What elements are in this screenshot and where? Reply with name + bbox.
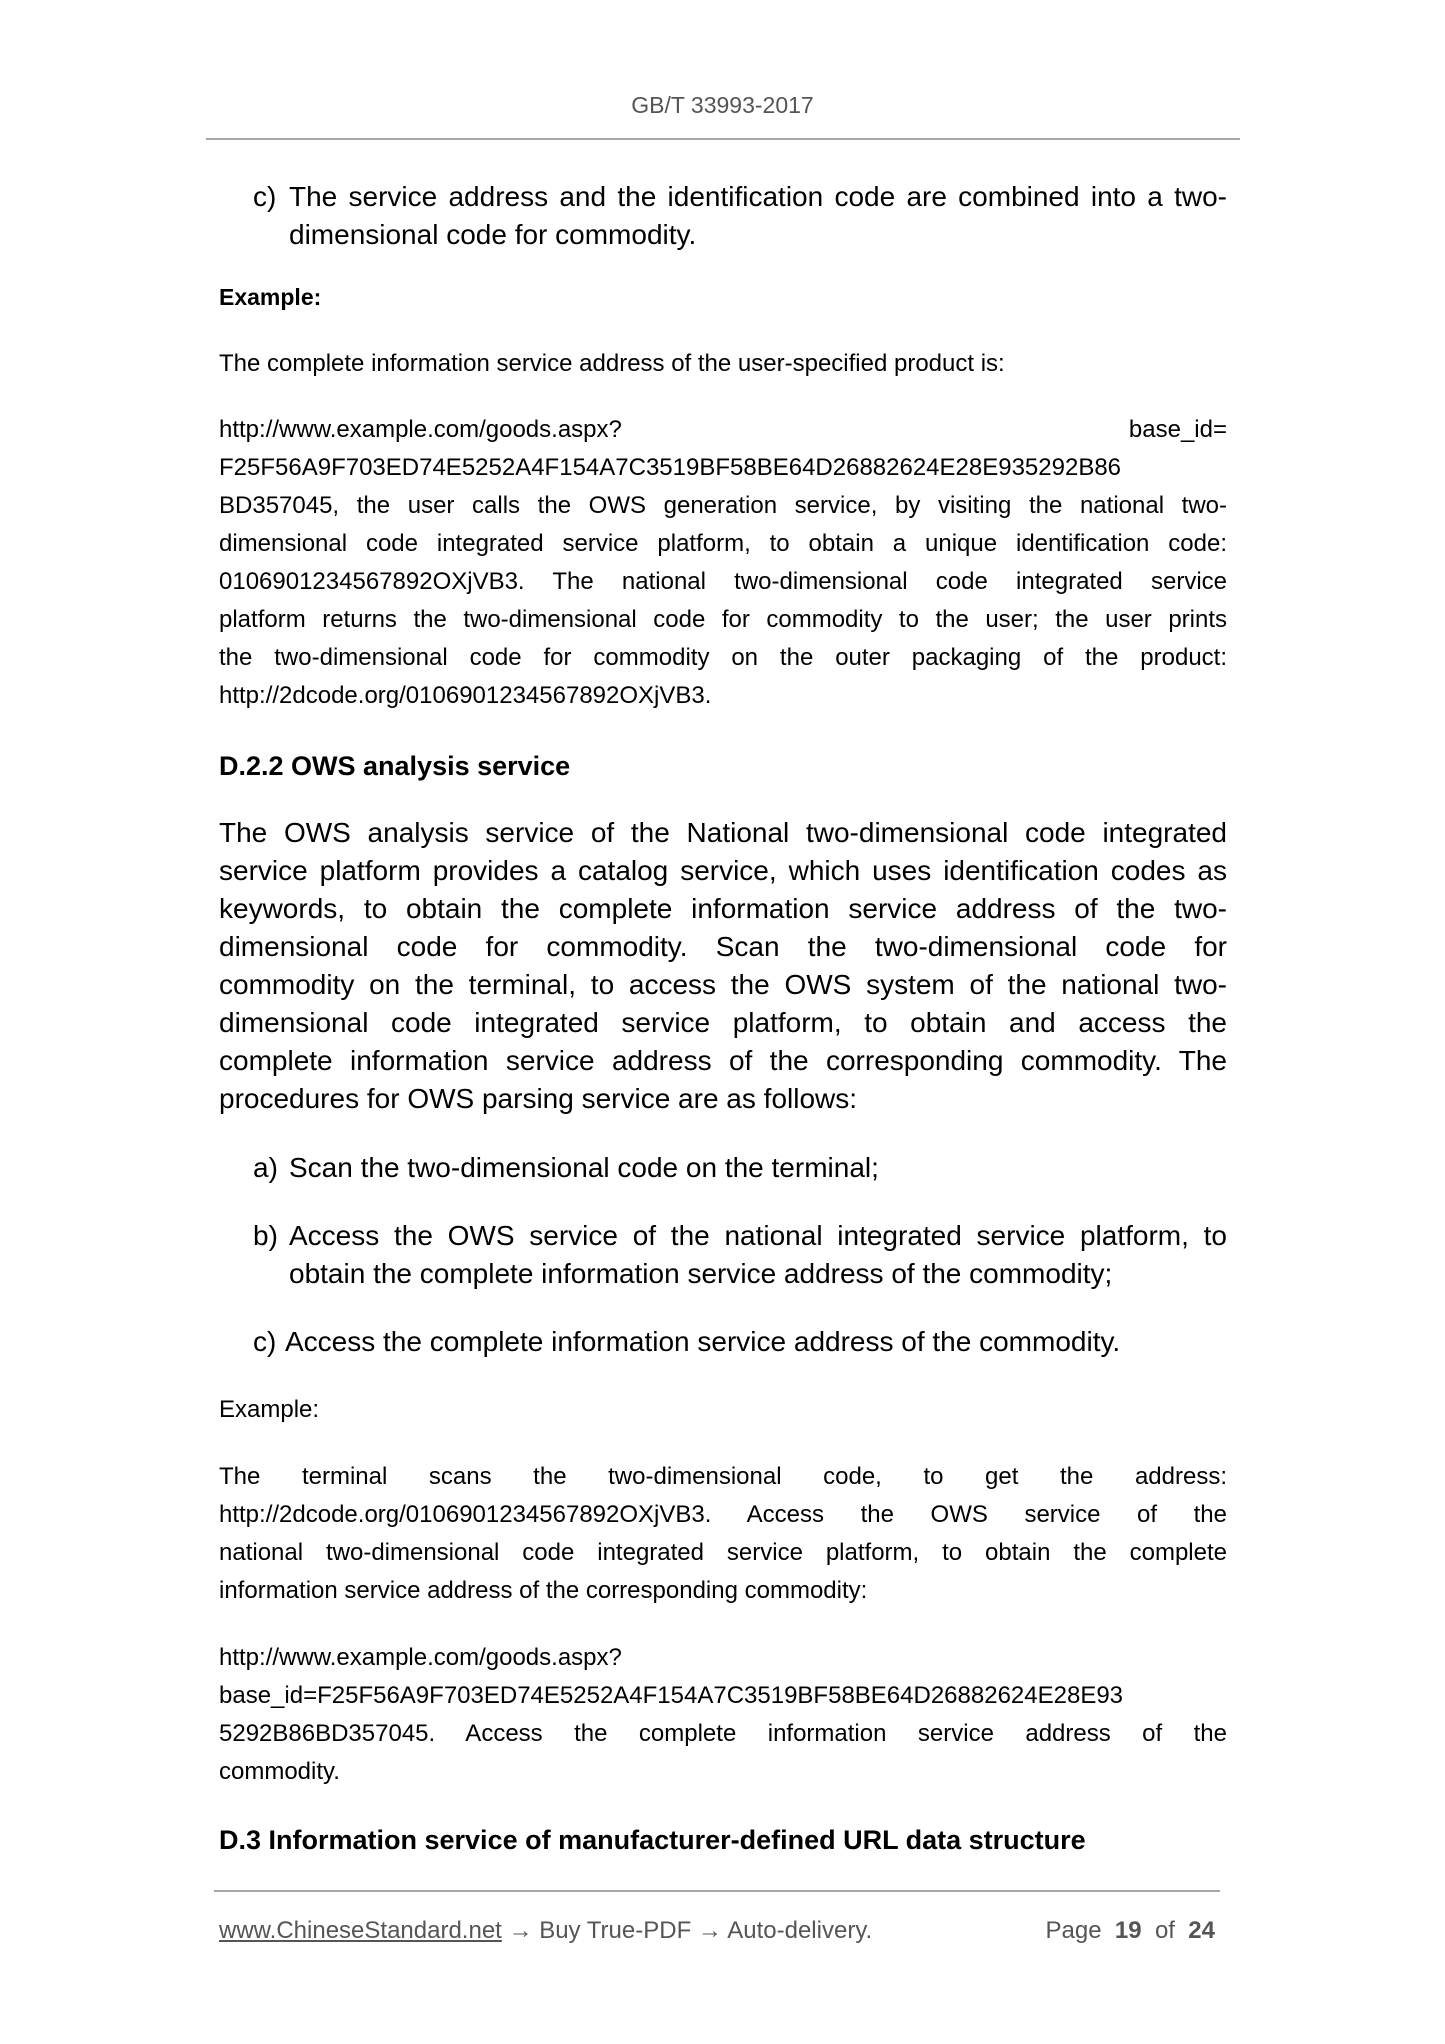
footer-divider: [214, 1890, 1220, 1892]
paragraph-line: the two-dimensional code for commodity on the outer packaging of the product:: [219, 644, 1227, 671]
section-paragraph: [219, 814, 1227, 1118]
step-text: Scan the two-dimensional code on the terminal;: [289, 1152, 879, 1183]
hex-id-line: base_id=F25F56A9F703ED74E5252A4F154A7C3519BF58BE64D26882624E28E93: [219, 1682, 1124, 1709]
list-marker: b): [253, 1220, 278, 1251]
paragraph-line: national two-dimensional code integrated service platform, to obtain the complete: [219, 1539, 1227, 1566]
delivery-text: Auto-delivery.: [727, 1917, 873, 1944]
document-id-header: GB/T 33993-2017: [631, 92, 814, 118]
example-paragraph: [219, 411, 1227, 715]
total-pages: 24: [1188, 1917, 1215, 1944]
list-item-c: [253, 178, 1227, 254]
step-text: obtain the complete information service address of the commodity;: [289, 1258, 1113, 1289]
example-paragraph-3: [219, 1639, 1227, 1791]
paragraph-line: dimensional code for commodity. Scan the two-dimensional code for: [219, 931, 1227, 962]
paragraph-line: 5292B86BD357045. Access the complete information service address of the: [219, 1720, 1227, 1747]
section-heading-d3: D.3 Information service of manufacturer-defined URL data structure: [219, 1825, 1086, 1855]
paragraph-line: http://2dcode.org/0106901234567892OXjVB3. Access the OWS service of the: [219, 1501, 1227, 1528]
arrow-right-icon: →: [501, 1917, 540, 1944]
buy-text: Buy True-PDF: [539, 1917, 692, 1944]
paragraph-line: http://2dcode.org/0106901234567892OXjVB3.: [219, 682, 712, 709]
url-line: [219, 411, 1227, 449]
step-text: Access the OWS service of the national integrated service platform, to: [289, 1220, 1227, 1251]
paragraph-line: procedures for OWS parsing service are as follows:: [219, 1083, 858, 1114]
list-marker: a): [253, 1152, 278, 1183]
paragraph-line: The OWS analysis service of the National two-dimensional code integrated: [219, 817, 1227, 848]
page-footer: [219, 1912, 1219, 1950]
header-divider: [206, 138, 1240, 140]
step-text: Access the complete information service address of the commodity.: [285, 1326, 1121, 1357]
page-indicator: [1045, 1912, 1215, 1950]
paragraph-line: complete information service address of the corresponding commodity. The: [219, 1045, 1227, 1076]
paragraph-line: commodity.: [219, 1758, 340, 1785]
url-line: http://www.example.com/goods.aspx?: [219, 1644, 622, 1671]
page-label: Page: [1045, 1917, 1102, 1944]
paragraph-line: keywords, to obtain the complete information service address of the two-: [219, 893, 1227, 924]
step-a: [253, 1149, 1227, 1187]
paragraph-line: BD357045, the user calls the OWS generation service, by visiting the national two-: [219, 492, 1227, 519]
list-marker: c): [253, 181, 277, 212]
example-paragraph-2: [219, 1458, 1227, 1610]
paragraph-line: service platform provides a catalog service, which uses identification codes as: [219, 855, 1227, 886]
site-link[interactable]: www.ChineseStandard.net: [219, 1917, 502, 1944]
paragraph-line: information service address of the corresponding commodity:: [219, 1577, 868, 1604]
example-label-2: Example:: [219, 1396, 320, 1423]
of-label: of: [1154, 1917, 1175, 1944]
example-intro: The complete information service address of the user-specified product is:: [219, 350, 1005, 377]
paragraph-line: The terminal scans the two-dimensional code, to get the address:: [219, 1463, 1227, 1490]
paragraph-line: dimensional code integrated service platform, to obtain a unique identification code:: [219, 530, 1227, 557]
example-label: Example:: [219, 284, 322, 310]
base-id-text: base_id=: [1128, 416, 1227, 443]
paragraph-line: commodity on the terminal, to access the OWS system of the national two-: [219, 969, 1227, 1000]
list-item-text-line: The service address and the identification code are combined into a two-: [289, 181, 1227, 212]
current-page: 19: [1114, 1917, 1142, 1944]
list-marker: c): [253, 1326, 277, 1357]
paragraph-line: platform returns the two-dimensional code for commodity to the user; the user prints: [219, 606, 1227, 633]
step-b: [253, 1217, 1227, 1293]
section-heading-d22: D.2.2 OWS analysis service: [219, 751, 571, 781]
paragraph-line: 0106901234567892OXjVB3. The national two-dimensional code integrated service: [219, 568, 1227, 595]
list-item-text-line: dimensional code for commodity.: [289, 219, 697, 250]
step-c: [253, 1323, 1227, 1361]
arrow-right-icon: →: [691, 1917, 728, 1944]
paragraph-line: dimensional code integrated service platform, to obtain and access the: [219, 1007, 1227, 1038]
url-text: http://www.example.com/goods.aspx?: [219, 416, 622, 443]
hex-id-line: F25F56A9F703ED74E5252A4F154A7C3519BF58BE64D26882624E28E935292B86: [219, 454, 1122, 481]
